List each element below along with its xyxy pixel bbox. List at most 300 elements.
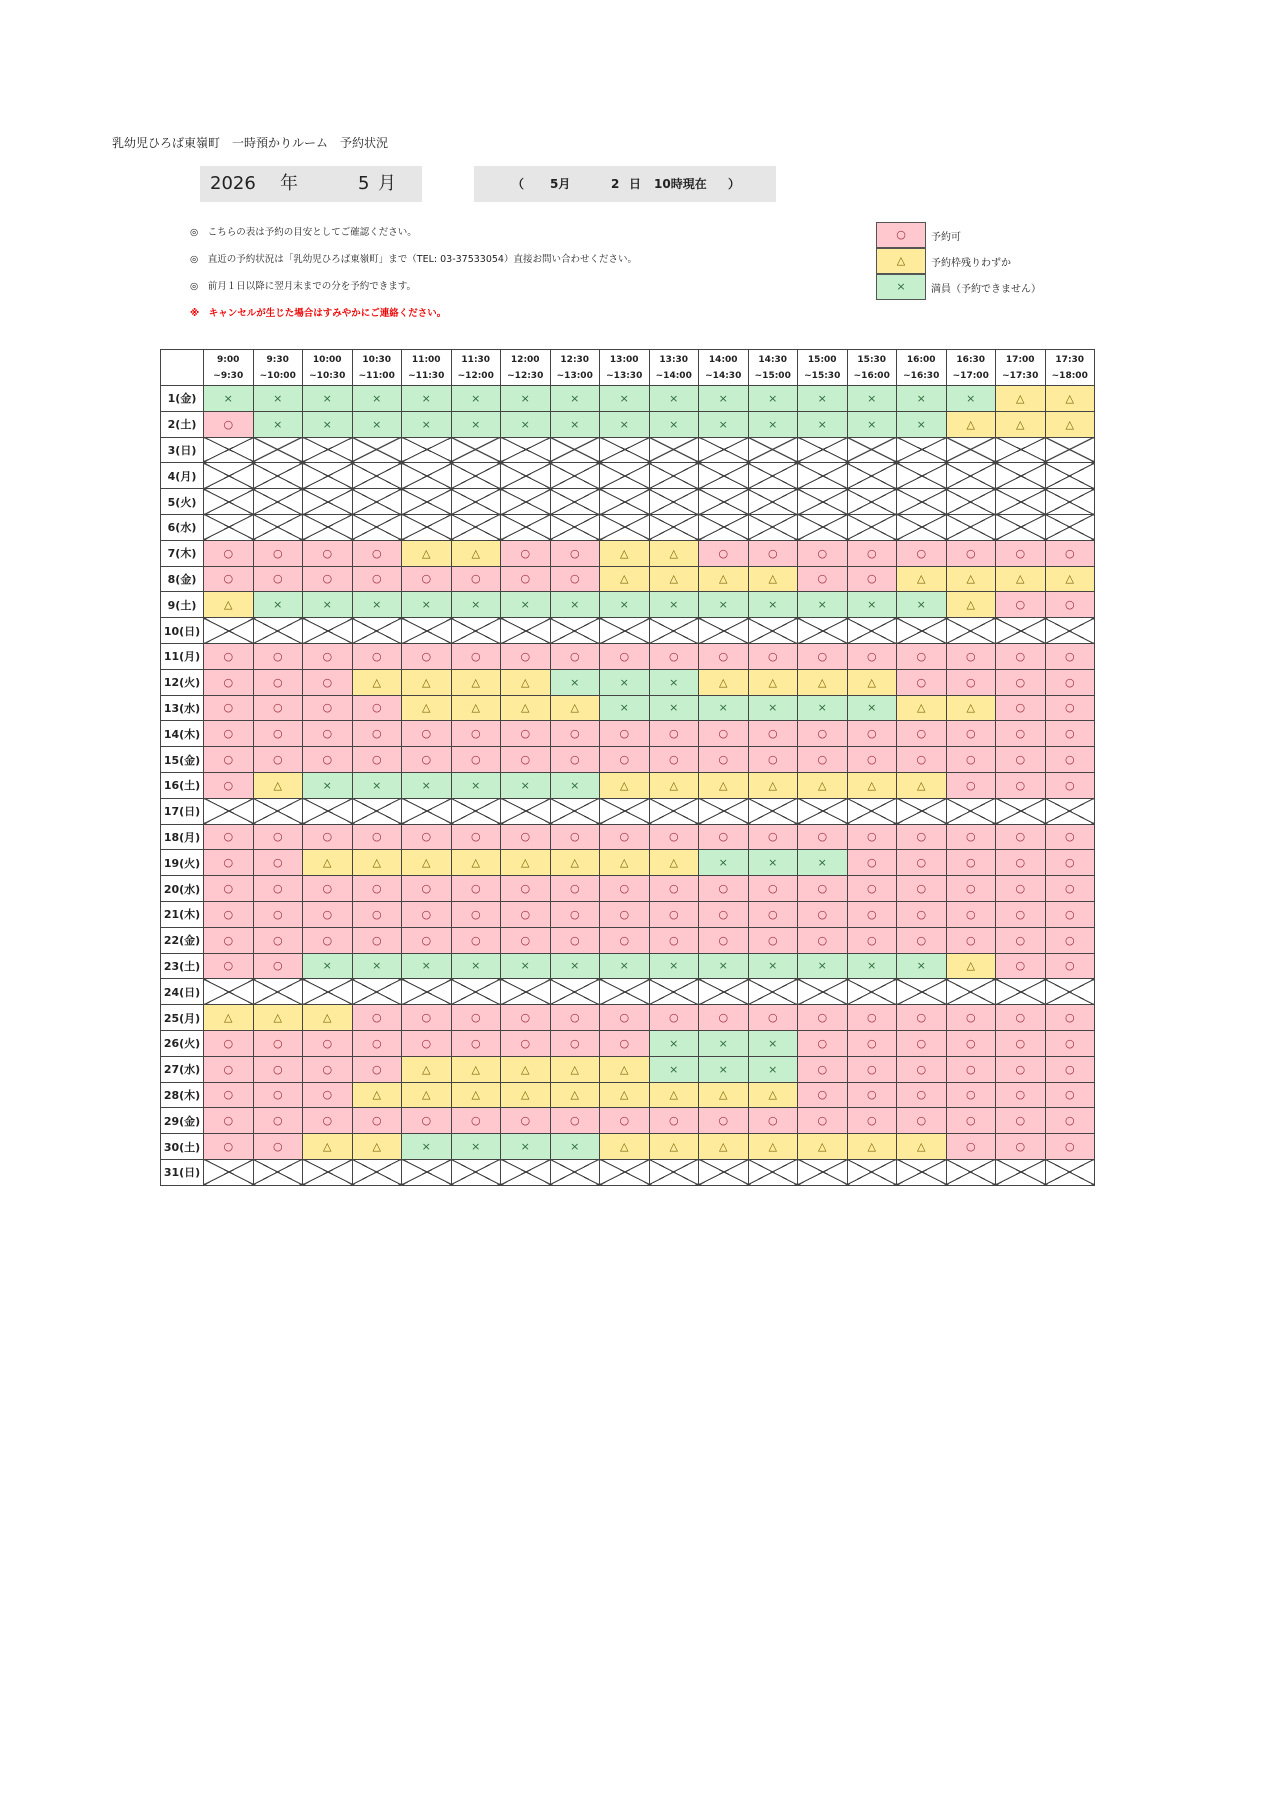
status-cell: × bbox=[748, 1056, 798, 1082]
status-cell: × bbox=[600, 411, 650, 437]
closed-slot-cell bbox=[649, 1159, 699, 1185]
status-cell: ○ bbox=[451, 566, 501, 592]
closed-slot-cell bbox=[798, 618, 848, 644]
status-cell: ○ bbox=[550, 824, 600, 850]
status-cell: ○ bbox=[352, 747, 402, 773]
status-cell: ○ bbox=[253, 953, 303, 979]
status-cell: × bbox=[847, 953, 897, 979]
status-cell: ○ bbox=[451, 721, 501, 747]
status-cell: × bbox=[699, 1056, 749, 1082]
day-row bbox=[161, 1082, 1095, 1108]
status-cell: ○ bbox=[501, 747, 551, 773]
status-cell: △ bbox=[897, 566, 947, 592]
day-label: 21(木) bbox=[161, 901, 204, 927]
closed-slot-cell bbox=[649, 463, 699, 489]
status-cell: × bbox=[501, 953, 551, 979]
closed-slot-cell bbox=[253, 514, 303, 540]
status-cell: ○ bbox=[946, 1108, 996, 1134]
status-cell: × bbox=[649, 411, 699, 437]
closed-slot-cell bbox=[748, 489, 798, 515]
status-cell: △ bbox=[649, 1134, 699, 1160]
status-cell: ○ bbox=[996, 1005, 1046, 1031]
day-row bbox=[161, 824, 1095, 850]
status-cell: △ bbox=[550, 695, 600, 721]
closed-slot-cell bbox=[847, 514, 897, 540]
closed-slot-cell bbox=[1045, 437, 1095, 463]
time-header-row bbox=[161, 350, 1095, 386]
as-of-day: 2 bbox=[611, 177, 620, 191]
status-cell: ○ bbox=[946, 1005, 996, 1031]
closed-slot-cell bbox=[501, 463, 551, 489]
closed-slot-cell bbox=[402, 489, 452, 515]
closed-slot-cell bbox=[451, 437, 501, 463]
status-cell: × bbox=[352, 386, 402, 412]
legend-symbol-full: × bbox=[876, 274, 926, 300]
closed-slot-cell bbox=[501, 489, 551, 515]
time-slot-end: ~9:30 bbox=[213, 370, 244, 381]
status-cell: ○ bbox=[1045, 1056, 1095, 1082]
status-cell: ○ bbox=[996, 953, 1046, 979]
closed-slot-cell bbox=[352, 979, 402, 1005]
status-cell: ○ bbox=[352, 1056, 402, 1082]
day-label: 22(金) bbox=[161, 927, 204, 953]
closed-slot-cell bbox=[550, 798, 600, 824]
status-cell: ○ bbox=[897, 1005, 947, 1031]
status-cell: △ bbox=[204, 1005, 254, 1031]
status-cell: ○ bbox=[847, 566, 897, 592]
closed-slot-cell bbox=[600, 489, 650, 515]
status-cell: △ bbox=[600, 1134, 650, 1160]
status-cell: ○ bbox=[897, 747, 947, 773]
status-cell: ○ bbox=[996, 1056, 1046, 1082]
status-cell: ○ bbox=[748, 1005, 798, 1031]
status-cell: △ bbox=[600, 772, 650, 798]
status-cell: ○ bbox=[1045, 643, 1095, 669]
status-cell: ○ bbox=[798, 747, 848, 773]
status-cell: ○ bbox=[402, 747, 452, 773]
status-cell: ○ bbox=[996, 540, 1046, 566]
closed-slot-cell bbox=[402, 437, 452, 463]
closed-slot-cell bbox=[847, 463, 897, 489]
status-cell: △ bbox=[748, 1134, 798, 1160]
status-cell: ○ bbox=[303, 540, 353, 566]
status-cell: ○ bbox=[501, 901, 551, 927]
status-cell: × bbox=[600, 592, 650, 618]
status-cell: ○ bbox=[600, 927, 650, 953]
status-cell: △ bbox=[600, 1056, 650, 1082]
closed-slot-cell bbox=[897, 1159, 947, 1185]
status-cell: × bbox=[699, 411, 749, 437]
day-row bbox=[161, 901, 1095, 927]
time-slot-header bbox=[600, 350, 650, 386]
status-cell: ○ bbox=[1045, 1082, 1095, 1108]
year-unit: 年 bbox=[280, 173, 298, 194]
year-value: 2026 bbox=[210, 173, 256, 194]
day-row bbox=[161, 463, 1095, 489]
status-cell: × bbox=[897, 411, 947, 437]
legend-symbol-available: ○ bbox=[876, 222, 926, 248]
status-cell: △ bbox=[600, 540, 650, 566]
status-cell: ○ bbox=[847, 1108, 897, 1134]
closed-slot-cell bbox=[897, 798, 947, 824]
page-title: 乳幼児ひろば東嶺町 一時預かりルーム 予約状況 bbox=[112, 136, 389, 150]
time-slot-end: ~13:00 bbox=[556, 370, 593, 381]
status-cell: ○ bbox=[303, 824, 353, 850]
status-cell: ○ bbox=[1045, 1005, 1095, 1031]
status-cell: × bbox=[847, 411, 897, 437]
status-cell: ○ bbox=[451, 747, 501, 773]
status-cell: ○ bbox=[847, 901, 897, 927]
status-cell: ○ bbox=[897, 643, 947, 669]
status-cell: ○ bbox=[501, 1030, 551, 1056]
status-cell: ○ bbox=[303, 1030, 353, 1056]
closed-slot-cell bbox=[550, 618, 600, 644]
closed-slot-cell bbox=[847, 1159, 897, 1185]
status-cell: × bbox=[748, 850, 798, 876]
day-row bbox=[161, 489, 1095, 515]
status-cell: × bbox=[352, 592, 402, 618]
status-cell: △ bbox=[1045, 411, 1095, 437]
status-cell: ○ bbox=[600, 824, 650, 850]
closed-slot-cell bbox=[649, 514, 699, 540]
closed-slot-cell bbox=[847, 979, 897, 1005]
status-cell: ○ bbox=[501, 643, 551, 669]
status-cell: ○ bbox=[649, 747, 699, 773]
day-label: 28(木) bbox=[161, 1082, 204, 1108]
status-cell: ○ bbox=[897, 901, 947, 927]
status-cell: × bbox=[798, 953, 848, 979]
status-cell: × bbox=[649, 592, 699, 618]
status-cell: ○ bbox=[897, 669, 947, 695]
closed-slot-cell bbox=[946, 798, 996, 824]
status-cell: ○ bbox=[352, 1030, 402, 1056]
status-cell: ○ bbox=[897, 927, 947, 953]
day-row bbox=[161, 592, 1095, 618]
status-cell: ○ bbox=[550, 643, 600, 669]
closed-slot-cell bbox=[1045, 618, 1095, 644]
time-slot-start: 10:30 bbox=[362, 354, 392, 365]
status-cell: ○ bbox=[946, 927, 996, 953]
notes-list bbox=[190, 226, 637, 334]
closed-slot-cell bbox=[996, 618, 1046, 644]
status-cell: ○ bbox=[996, 901, 1046, 927]
reservation-table-body bbox=[161, 386, 1095, 1186]
status-cell: ○ bbox=[204, 1134, 254, 1160]
status-cell: △ bbox=[451, 669, 501, 695]
as-of-open-paren: （ bbox=[512, 177, 525, 191]
status-cell: ○ bbox=[996, 1082, 1046, 1108]
status-cell: ○ bbox=[303, 927, 353, 953]
closed-slot-cell bbox=[798, 437, 848, 463]
closed-slot-cell bbox=[352, 514, 402, 540]
closed-slot-cell bbox=[649, 437, 699, 463]
status-cell: △ bbox=[748, 669, 798, 695]
time-slot-header bbox=[897, 350, 947, 386]
status-cell: △ bbox=[402, 669, 452, 695]
status-cell: × bbox=[798, 592, 848, 618]
legend-label-few-left: 予約枠残りわずか bbox=[931, 257, 1011, 269]
time-slot-header bbox=[748, 350, 798, 386]
closed-slot-cell bbox=[600, 437, 650, 463]
status-cell: × bbox=[550, 411, 600, 437]
status-cell: ○ bbox=[897, 1082, 947, 1108]
status-cell: × bbox=[501, 772, 551, 798]
status-cell: ○ bbox=[303, 721, 353, 747]
status-cell: ○ bbox=[451, 1030, 501, 1056]
closed-slot-cell bbox=[550, 1159, 600, 1185]
status-cell: ○ bbox=[253, 850, 303, 876]
day-label: 27(水) bbox=[161, 1056, 204, 1082]
status-cell: △ bbox=[897, 772, 947, 798]
status-cell: ○ bbox=[996, 850, 1046, 876]
status-cell: ○ bbox=[897, 824, 947, 850]
status-cell: ○ bbox=[748, 876, 798, 902]
status-cell: △ bbox=[451, 540, 501, 566]
status-cell: × bbox=[451, 772, 501, 798]
status-cell: ○ bbox=[501, 927, 551, 953]
status-cell: ○ bbox=[996, 772, 1046, 798]
status-cell: × bbox=[402, 953, 452, 979]
closed-slot-cell bbox=[600, 514, 650, 540]
time-slot-header bbox=[1045, 350, 1095, 386]
closed-slot-cell bbox=[748, 798, 798, 824]
status-cell: ○ bbox=[798, 1005, 848, 1031]
as-of-day-unit: 日 bbox=[629, 177, 642, 191]
closed-slot-cell bbox=[1045, 979, 1095, 1005]
status-cell: △ bbox=[847, 1134, 897, 1160]
status-cell: △ bbox=[550, 1056, 600, 1082]
closed-slot-cell bbox=[352, 437, 402, 463]
closed-slot-cell bbox=[748, 463, 798, 489]
day-label: 17(日) bbox=[161, 798, 204, 824]
status-cell: ○ bbox=[1045, 747, 1095, 773]
status-cell: × bbox=[550, 592, 600, 618]
day-label: 13(水) bbox=[161, 695, 204, 721]
status-cell: △ bbox=[847, 772, 897, 798]
closed-slot-cell bbox=[1045, 514, 1095, 540]
status-cell: × bbox=[501, 592, 551, 618]
status-cell: ○ bbox=[352, 824, 402, 850]
status-cell: ○ bbox=[352, 1005, 402, 1031]
status-cell: ○ bbox=[352, 695, 402, 721]
status-cell: ○ bbox=[748, 643, 798, 669]
day-label: 8(金) bbox=[161, 566, 204, 592]
closed-slot-cell bbox=[501, 437, 551, 463]
closed-slot-cell bbox=[352, 618, 402, 644]
status-cell: × bbox=[501, 386, 551, 412]
day-row bbox=[161, 979, 1095, 1005]
status-cell: △ bbox=[303, 1005, 353, 1031]
status-cell: △ bbox=[897, 695, 947, 721]
status-cell: ○ bbox=[501, 824, 551, 850]
status-cell: ○ bbox=[897, 1108, 947, 1134]
status-cell: × bbox=[897, 592, 947, 618]
status-cell: × bbox=[303, 386, 353, 412]
time-slot-header bbox=[303, 350, 353, 386]
status-cell: ○ bbox=[699, 824, 749, 850]
status-cell: △ bbox=[600, 566, 650, 592]
closed-slot-cell bbox=[204, 437, 254, 463]
status-cell: ○ bbox=[946, 901, 996, 927]
closed-slot-cell bbox=[253, 489, 303, 515]
status-cell: ○ bbox=[253, 540, 303, 566]
status-cell: ○ bbox=[204, 850, 254, 876]
status-cell: ○ bbox=[699, 1005, 749, 1031]
closed-slot-cell bbox=[303, 979, 353, 1005]
day-row bbox=[161, 695, 1095, 721]
status-cell: ○ bbox=[600, 1030, 650, 1056]
closed-slot-cell bbox=[847, 489, 897, 515]
time-slot-end: ~13:30 bbox=[606, 370, 643, 381]
status-cell: ○ bbox=[600, 876, 650, 902]
closed-slot-cell bbox=[204, 618, 254, 644]
status-cell: × bbox=[699, 850, 749, 876]
status-cell: ○ bbox=[303, 669, 353, 695]
day-row bbox=[161, 669, 1095, 695]
time-slot-header bbox=[204, 350, 254, 386]
as-of-time: 10時現在 bbox=[654, 177, 707, 191]
closed-slot-cell bbox=[204, 489, 254, 515]
status-cell: ○ bbox=[204, 772, 254, 798]
closed-slot-cell bbox=[402, 1159, 452, 1185]
closed-slot-cell bbox=[253, 463, 303, 489]
status-cell: ○ bbox=[501, 540, 551, 566]
closed-slot-cell bbox=[699, 437, 749, 463]
status-cell: ○ bbox=[649, 1108, 699, 1134]
day-label: 2(土) bbox=[161, 411, 204, 437]
status-cell: △ bbox=[501, 695, 551, 721]
closed-slot-cell bbox=[946, 489, 996, 515]
status-cell: ○ bbox=[748, 901, 798, 927]
status-cell: ○ bbox=[798, 901, 848, 927]
status-cell: △ bbox=[1045, 566, 1095, 592]
status-cell: ○ bbox=[253, 1030, 303, 1056]
status-cell: ○ bbox=[1045, 669, 1095, 695]
status-cell: △ bbox=[352, 1082, 402, 1108]
closed-slot-cell bbox=[699, 463, 749, 489]
status-cell: × bbox=[847, 386, 897, 412]
status-cell: ○ bbox=[600, 643, 650, 669]
status-cell: ○ bbox=[699, 1108, 749, 1134]
status-cell: △ bbox=[402, 1082, 452, 1108]
status-cell: △ bbox=[946, 695, 996, 721]
status-cell: ○ bbox=[550, 876, 600, 902]
status-cell: △ bbox=[748, 772, 798, 798]
time-slot-end: ~16:00 bbox=[853, 370, 890, 381]
status-cell: △ bbox=[996, 386, 1046, 412]
closed-slot-cell bbox=[352, 1159, 402, 1185]
closed-slot-cell bbox=[798, 798, 848, 824]
closed-slot-cell bbox=[996, 979, 1046, 1005]
status-cell: × bbox=[897, 953, 947, 979]
table-corner bbox=[161, 350, 204, 386]
status-cell: ○ bbox=[204, 1030, 254, 1056]
status-cell: ○ bbox=[1045, 1108, 1095, 1134]
status-cell: ○ bbox=[451, 1108, 501, 1134]
status-cell: ○ bbox=[1045, 876, 1095, 902]
time-slot-header bbox=[798, 350, 848, 386]
status-cell: △ bbox=[649, 566, 699, 592]
status-cell: ○ bbox=[748, 824, 798, 850]
status-cell: ○ bbox=[996, 824, 1046, 850]
legend bbox=[876, 222, 1041, 300]
status-cell: ○ bbox=[1045, 1134, 1095, 1160]
status-cell: × bbox=[649, 953, 699, 979]
closed-slot-cell bbox=[204, 463, 254, 489]
status-cell: △ bbox=[352, 850, 402, 876]
status-cell: △ bbox=[253, 772, 303, 798]
status-cell: ○ bbox=[550, 1030, 600, 1056]
status-cell: ○ bbox=[253, 901, 303, 927]
status-cell: ○ bbox=[847, 1030, 897, 1056]
closed-slot-cell bbox=[204, 979, 254, 1005]
day-label: 4(月) bbox=[161, 463, 204, 489]
note-item: ◎ 直近の予約状況は「乳幼児ひろば東嶺町」まで（TEL: 03-37533054）直接お問い合わせください。 bbox=[190, 254, 637, 265]
time-slot-start: 15:30 bbox=[857, 354, 887, 365]
status-cell: ○ bbox=[204, 747, 254, 773]
closed-slot-cell bbox=[600, 1159, 650, 1185]
status-cell: ○ bbox=[253, 721, 303, 747]
status-cell: × bbox=[402, 592, 452, 618]
status-cell: ○ bbox=[649, 927, 699, 953]
status-cell: × bbox=[501, 1134, 551, 1160]
status-cell: △ bbox=[699, 1134, 749, 1160]
closed-slot-cell bbox=[352, 463, 402, 489]
status-cell: × bbox=[600, 386, 650, 412]
status-cell: ○ bbox=[501, 1108, 551, 1134]
status-cell: ○ bbox=[550, 1108, 600, 1134]
closed-slot-cell bbox=[303, 618, 353, 644]
closed-slot-cell bbox=[600, 798, 650, 824]
status-cell: ○ bbox=[303, 1056, 353, 1082]
day-row bbox=[161, 798, 1095, 824]
status-cell: ○ bbox=[204, 566, 254, 592]
day-row bbox=[161, 1056, 1095, 1082]
time-slot-header bbox=[847, 350, 897, 386]
status-cell: ○ bbox=[253, 643, 303, 669]
status-cell: ○ bbox=[798, 643, 848, 669]
status-cell: × bbox=[451, 953, 501, 979]
status-cell: △ bbox=[501, 1082, 551, 1108]
status-cell: × bbox=[303, 592, 353, 618]
status-cell: ○ bbox=[1045, 540, 1095, 566]
time-slot-header bbox=[402, 350, 452, 386]
time-slot-header bbox=[352, 350, 402, 386]
status-cell: ○ bbox=[996, 721, 1046, 747]
closed-slot-cell bbox=[402, 618, 452, 644]
status-cell: × bbox=[303, 772, 353, 798]
closed-slot-cell bbox=[699, 514, 749, 540]
status-cell: ○ bbox=[1045, 592, 1095, 618]
status-cell: × bbox=[649, 386, 699, 412]
day-label: 29(金) bbox=[161, 1108, 204, 1134]
status-cell: × bbox=[798, 850, 848, 876]
status-cell: △ bbox=[798, 772, 848, 798]
day-label: 9(土) bbox=[161, 592, 204, 618]
as-of-month: 5月 bbox=[550, 177, 571, 191]
closed-slot-cell bbox=[550, 514, 600, 540]
status-cell: △ bbox=[699, 566, 749, 592]
closed-slot-cell bbox=[748, 437, 798, 463]
closed-slot-cell bbox=[501, 979, 551, 1005]
closed-slot-cell bbox=[996, 437, 1046, 463]
status-cell: ○ bbox=[699, 721, 749, 747]
closed-slot-cell bbox=[748, 618, 798, 644]
status-cell: × bbox=[501, 411, 551, 437]
status-cell: ○ bbox=[699, 901, 749, 927]
status-cell: ○ bbox=[402, 1030, 452, 1056]
status-cell: ○ bbox=[204, 1082, 254, 1108]
